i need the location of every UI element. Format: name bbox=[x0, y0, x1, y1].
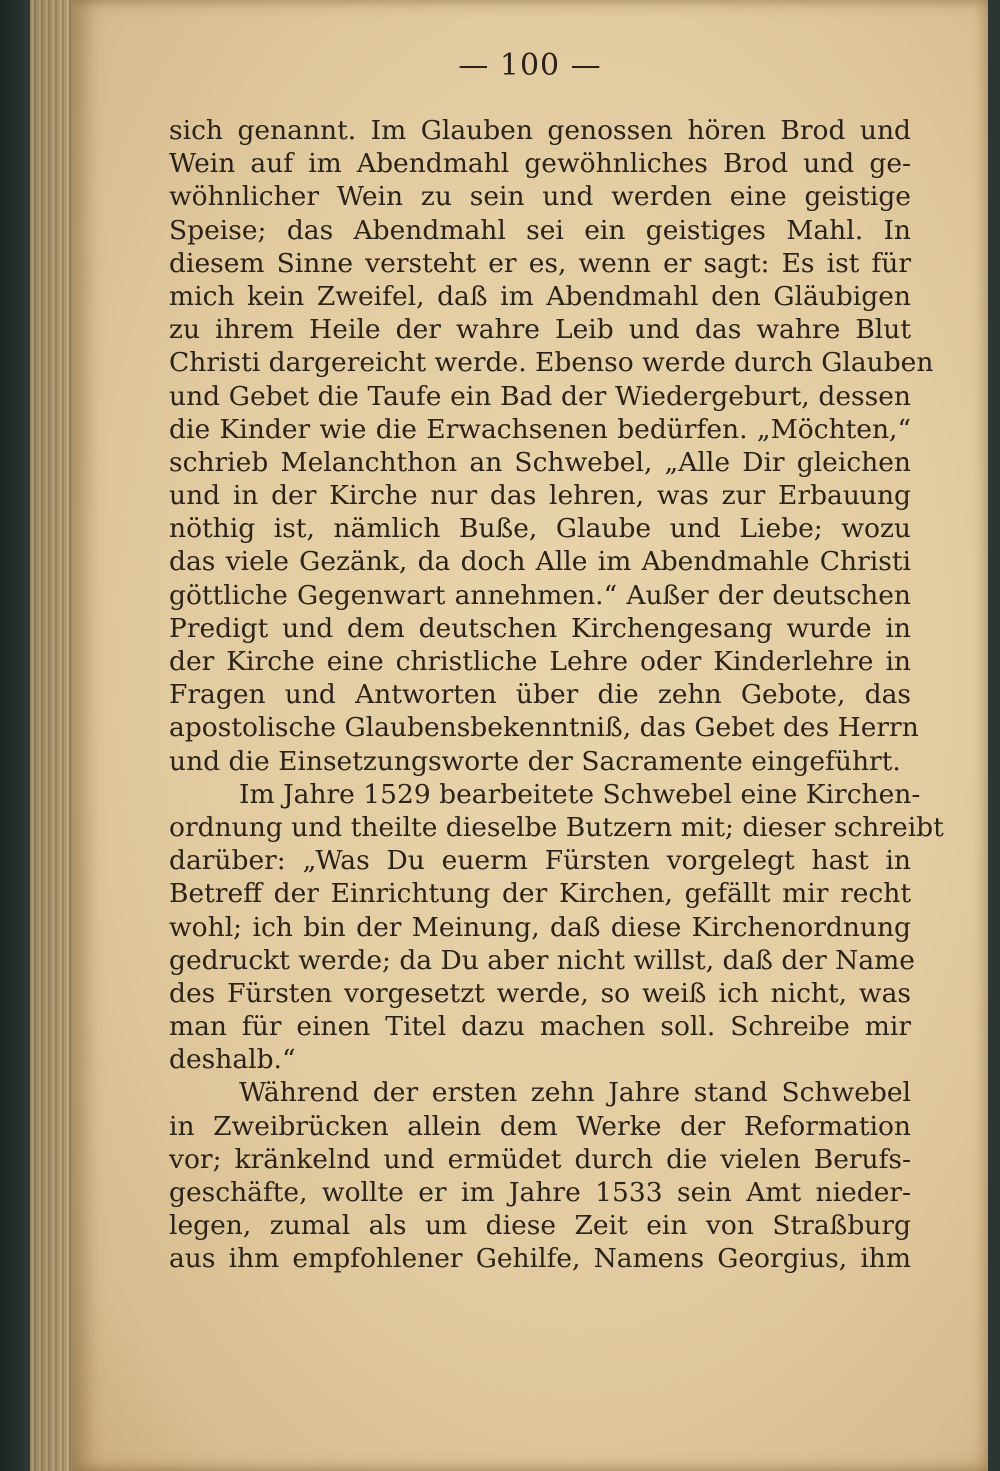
text-line: Speise; das Abendmahl sei ein geistiges Mahl. In bbox=[169, 214, 911, 246]
text-line: ordnung und theilte dieselbe Butzern mit; dieser schreibt bbox=[169, 811, 944, 843]
text-line: zu ihrem Heile der wahre Leib und das wahre Blut bbox=[169, 314, 911, 346]
text-line: und Gebet die Taufe ein Bad der Wiedergeburt, dessen bbox=[169, 380, 911, 412]
text-line: nöthig ist, nämlich Buße, Glaube und Liebe; wozu bbox=[169, 513, 911, 545]
text-line: die Kinder wie die Erwachsenen bedürfen. „Möchten,“ bbox=[169, 413, 911, 445]
book-page bbox=[72, 0, 988, 1471]
text-line: apostolische Glaubensbekenntniß, das Gebet des Herrn bbox=[169, 712, 919, 744]
text-line: sich genannt. Im Glauben genossen hören Brod und bbox=[169, 115, 911, 146]
text-line: man für einen Titel dazu machen soll. Schreibe mir bbox=[169, 1011, 911, 1043]
text-line: aus ihm empfohlener Gehilfe, Namens Georgius, ihm bbox=[169, 1243, 911, 1275]
paragraph bbox=[169, 778, 944, 1077]
text-line: Wein auf im Abendmahl gewöhnliches Brod und ge- bbox=[169, 148, 911, 180]
text-line: gedruckt werde; da Du aber nicht willst, daß der Name bbox=[169, 944, 915, 976]
text-line: schrieb Melanchthon an Schwebel, „Alle Dir gleichen bbox=[169, 446, 911, 478]
text-line: legen, zumal als um diese Zeit ein von Straßburg bbox=[169, 1210, 911, 1242]
text-line: deshalb.“ bbox=[169, 1044, 296, 1076]
text-line: des Fürsten vorgesetzt werde, so weiß ich nicht, was bbox=[169, 977, 911, 1009]
text-line: mich kein Zweifel, daß im Abendmahl den Gläubigen bbox=[169, 280, 911, 312]
right-edge-binding bbox=[988, 0, 1000, 1471]
text-line: Predigt und dem deutschen Kirchengesang wurde in bbox=[169, 612, 911, 644]
text-line: das viele Gezänk, da doch Alle im Abendmahle Christi bbox=[169, 546, 911, 578]
text-line: Christi dargereicht werde. Ebenso werde durch Glauben bbox=[169, 347, 934, 379]
text-line: wohl; ich bin der Meinung, daß diese Kirchenordnung bbox=[169, 911, 911, 943]
text-line: und in der Kirche nur das lehren, was zur Erbauung bbox=[169, 480, 911, 512]
text-line: darüber: „Was Du euerm Fürsten vorgelegt hast in bbox=[169, 845, 911, 877]
text-line: wöhnlicher Wein zu sein und werden eine geistige bbox=[169, 181, 911, 213]
text-line: der Kirche eine christliche Lehre oder Kinderlehre in bbox=[169, 646, 911, 677]
text-line: geschäfte, wollte er im Jahre 1533 sein Amt nieder- bbox=[169, 1177, 911, 1208]
paragraph bbox=[169, 114, 934, 778]
paragraph bbox=[169, 1076, 911, 1275]
text-line: Im Jahre 1529 bearbeitete Schwebel eine Kirchen- bbox=[239, 778, 921, 810]
text-line: Fragen und Antworten über die zehn Gebote, das bbox=[169, 679, 911, 711]
text-line: in Zweibrücken allein dem Werke der Reformation bbox=[169, 1110, 911, 1142]
text-line: Betreff der Einrichtung der Kirchen, gefällt mir recht bbox=[169, 878, 911, 910]
body-text bbox=[169, 114, 944, 1276]
page-number: — 100 — bbox=[458, 48, 602, 83]
text-line: vor; kränkelnd und ermüdet durch die vielen Berufs- bbox=[169, 1143, 911, 1175]
text-line: und die Einsetzungsworte der Sacramente eingeführt. bbox=[169, 745, 901, 777]
text-line: diesem Sinne versteht er es, wenn er sagt: Es ist für bbox=[169, 247, 911, 279]
text-line: göttliche Gegenwart annehmen.“ Außer der deutschen bbox=[169, 579, 911, 611]
text-line: Während der ersten zehn Jahre stand Schwebel bbox=[239, 1077, 911, 1109]
